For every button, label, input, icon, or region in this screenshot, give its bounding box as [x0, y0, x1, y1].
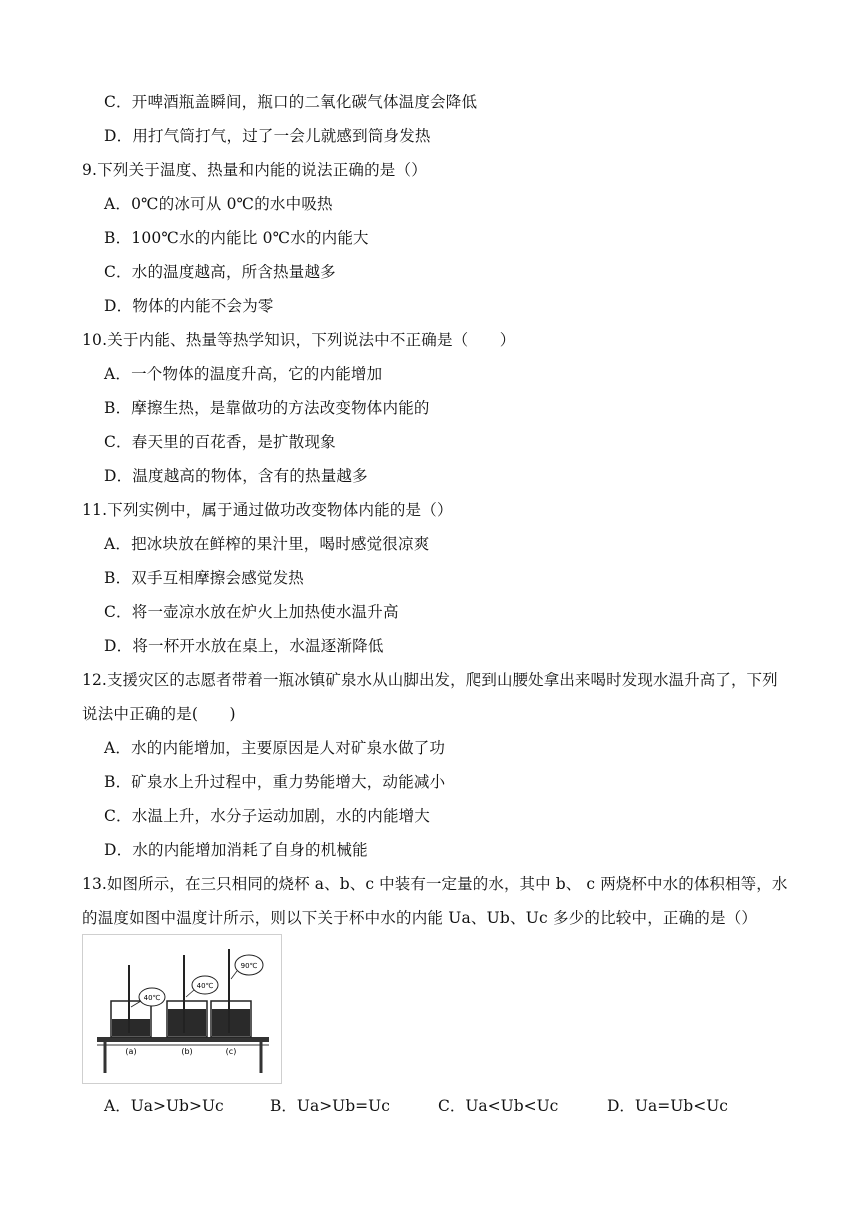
q11-option-a: A．把冰块放在鲜榨的果汁里，喝时感觉很凉爽 [104, 535, 430, 553]
q13-option-c: C．Ua<Ub<Uc [438, 1097, 559, 1115]
q10-option-a: A．一个物体的温度升高，它的内能增加 [104, 365, 383, 383]
label-c: (c) [225, 1047, 237, 1056]
q10-option-c: C．春天里的百花香，是扩散现象 [104, 433, 336, 451]
q13-stem-line1: 13.如图所示，在三只相同的烧杯 a、b、c 中装有一定量的水，其中 b、 c 两烧杯中水的体积相等，水 [82, 875, 788, 893]
q10-option-d: D．温度越高的物体，含有的热量越多 [104, 467, 368, 485]
q13-option-a: A．Ua>Ub>Uc [104, 1097, 224, 1115]
q9-option-a: A．0℃的冰可从 0℃的水中吸热 [104, 195, 333, 213]
q13-option-b: B．Ua>Ub=Uc [270, 1097, 390, 1115]
q10-option-b: B．摩擦生热，是靠做功的方法改变物体内能的 [104, 399, 430, 417]
q12-option-d: D．水的内能增加消耗了自身的机械能 [104, 841, 368, 859]
q13-option-d: D．Ua=Ub<Uc [607, 1097, 728, 1115]
q12-stem-line2: 说法中正确的是( ) [82, 705, 236, 723]
q9-option-c: C．水的温度越高，所含热量越多 [104, 263, 336, 281]
q11-option-b: B．双手互相摩擦会感觉发热 [104, 569, 304, 587]
beakers-illustration [83, 935, 281, 1083]
q10-stem: 10.关于内能、热量等热学知识，下列说法中不正确是（ ） [82, 331, 516, 349]
q9-option-d: D．物体的内能不会为零 [104, 297, 274, 315]
q9-option-b: B．100℃水的内能比 0℃水的内能大 [104, 229, 369, 247]
label-b: (b) [181, 1047, 193, 1056]
q8-option-d: D．用打气筒打气，过了一会儿就感到筒身发热 [104, 127, 431, 145]
q11-option-d: D．将一杯开水放在桌上，水温逐渐降低 [104, 637, 384, 655]
q11-option-c: C．将一壶凉水放在炉火上加热使水温升高 [104, 603, 399, 621]
label-a: (a) [125, 1047, 137, 1056]
temp-c: 90℃ [240, 962, 258, 970]
q13-stem-line2: 的温度如图中温度计所示，则以下关于杯中水的内能 Ua、Ub、Uc 多少的比较中，正确的是（） [82, 909, 758, 927]
q11-stem: 11.下列实例中，属于通过做功改变物体内能的是（） [82, 501, 453, 519]
q12-option-a: A．水的内能增加，主要原因是人对矿泉水做了功 [104, 739, 446, 757]
q12-stem-line1: 12.支援灾区的志愿者带着一瓶冰镇矿泉水从山脚出发，爬到山腰处拿出来喝时发现水温升高了，下列 [82, 671, 778, 689]
q9-stem: 9.下列关于温度、热量和内能的说法正确的是（） [82, 161, 427, 179]
q8-option-c: C．开啤酒瓶盖瞬间，瓶口的二氧化碳气体温度会降低 [104, 93, 478, 111]
q12-option-b: B．矿泉水上升过程中，重力势能增大，动能减小 [104, 773, 446, 791]
beakers-figure [82, 934, 282, 1084]
temp-a: 40℃ [143, 994, 161, 1002]
q12-option-c: C．水温上升，水分子运动加剧，水的内能增大 [104, 807, 431, 825]
temp-b: 40℃ [196, 982, 214, 990]
